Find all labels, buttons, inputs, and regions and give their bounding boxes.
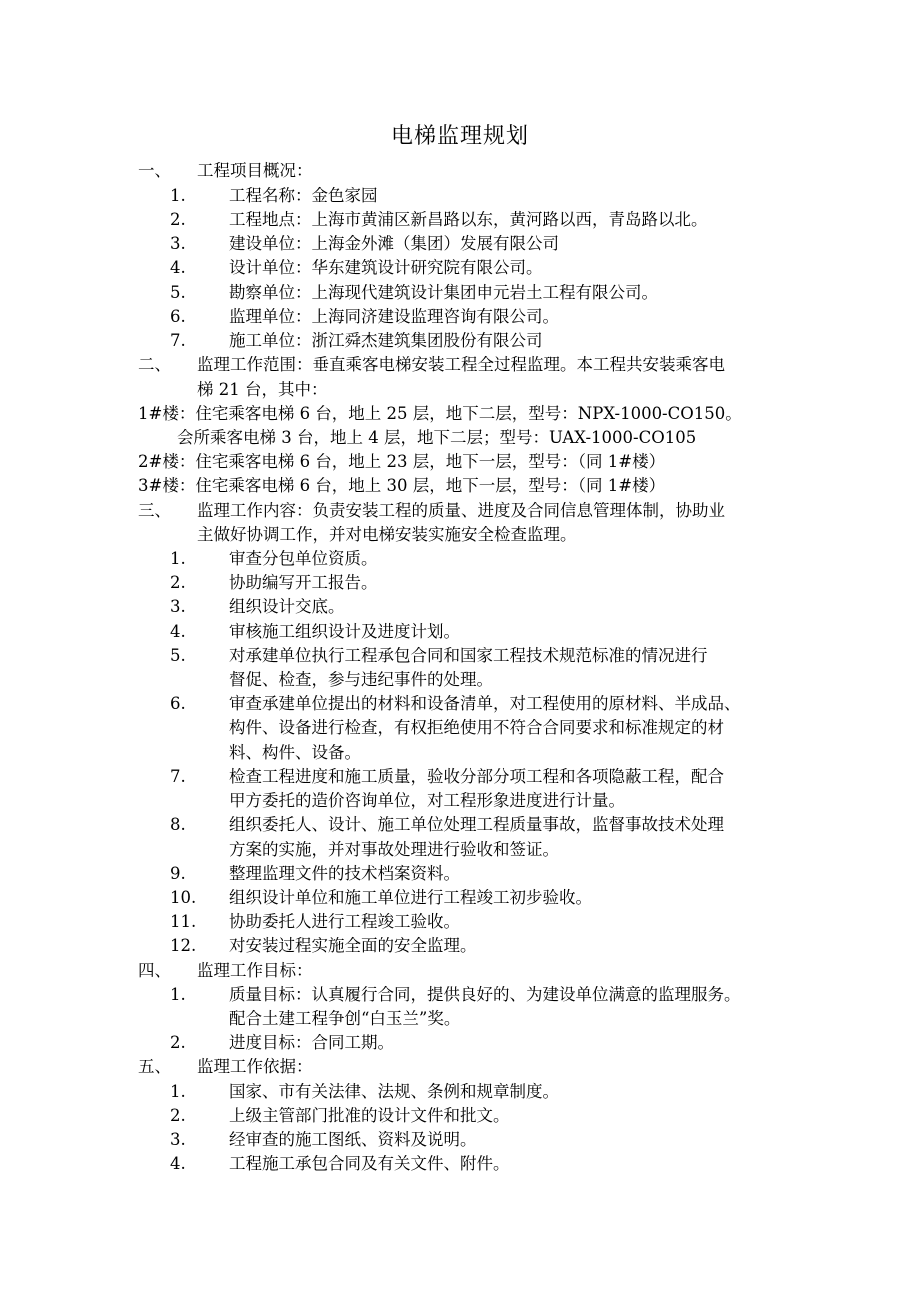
s3-item-6-number: 6. [170,694,186,713]
s3-item-12-text: 对安装过程实施全面的安全监理。 [229,936,477,955]
s5-item-4-text: 工程施工承包合同及有关文件、附件。 [229,1154,510,1173]
section-2-number: 二、 [138,355,171,374]
s3-item-5-text-line-1: 对承建单位执行工程承包合同和国家工程技术规范标准的情况进行 [229,646,708,665]
s4-item-1-text-line-1: 质量目标：认真履行合同，提供良好的、为建设单位满意的监理服务。 [229,985,741,1004]
s1-item-3-number: 3. [170,234,186,253]
s1-item-4-text: 设计单位：华东建筑设计研究院有限公司。 [229,258,543,277]
section-1-number: 一、 [138,161,171,180]
s4-item-2-number: 2. [170,1033,186,1052]
s3-item-7-text-line-1: 检查工程进度和施工质量，验收分部分项工程和各项隐蔽工程，配合 [229,767,724,786]
s4-item-2-text: 进度目标：合同工期。 [229,1033,394,1052]
s1-item-2-number: 2. [170,210,186,229]
section-4-number: 四、 [138,961,171,980]
s3-item-10-number: 10. [170,888,197,907]
s1-item-7-number: 7. [170,331,186,350]
s3-item-4-number: 4. [170,622,186,641]
s1-item-6-text: 监理单位：上海同济建设监理咨询有限公司。 [229,307,559,326]
s3-item-3-text: 组织设计交底。 [229,597,345,616]
section-1-heading: 工程项目概况： [197,161,313,180]
s1-item-3-text: 建设单位：上海金外滩（集团）发展有限公司 [229,234,559,253]
s1-item-2-text: 工程地点：上海市黄浦区新昌路以东，黄河路以西，青岛路以北。 [229,210,708,229]
section-2-line-1: 监理工作范围：垂直乘客电梯安装工程全过程监理。本工程共安装乘客电 [197,355,725,374]
s3-item-8-text-line-1: 组织委托人、设计、施工单位处理工程质量事故，监督事故技术处理 [229,815,724,834]
s3-item-5-number: 5. [170,646,186,665]
s3-item-6-text-line-2: 构件、设备进行检查，有权拒绝使用不符合合同要求和标准规定的材 [229,718,724,737]
s3-item-5-text-line-2: 督促、检查，参与违纪事件的处理。 [229,670,493,689]
s3-item-10-text: 组织设计单位和施工单位进行工程竣工初步验收。 [229,888,592,907]
s5-item-3-text: 经审查的施工图纸、资料及说明。 [229,1130,477,1149]
s1-item-7-text: 施工单位：浙江舜杰建筑集团股份有限公司 [229,331,543,350]
s5-item-2-text: 上级主管部门批准的设计文件和批文。 [229,1106,510,1125]
s5-item-2-number: 2. [170,1106,186,1125]
section-2-line-2: 梯 21 台，其中： [197,380,328,399]
clubhouse-line: 会所乘客电梯 3 台，地上 4 层，地下二层；型号：UAX-1000-CO105 [177,428,697,447]
s3-item-8-number: 8. [170,815,186,834]
s1-item-5-number: 5. [170,283,186,302]
s3-item-11-number: 11. [170,912,197,931]
section-3-line-2: 主做好协调工作，并对电梯安装实施安全检查监理。 [197,525,577,544]
s3-item-9-number: 9. [170,864,186,883]
s5-item-1-text: 国家、市有关法律、法规、条例和规章制度。 [229,1082,559,1101]
s3-item-8-text-line-2: 方案的实施，并对事故处理进行验收和签证。 [229,840,559,859]
s5-item-3-number: 3. [170,1130,186,1149]
s1-item-1-text: 工程名称：金色家园 [229,186,378,205]
s1-item-5-text: 勘察单位：上海现代建筑设计集团申元岩土工程有限公司。 [229,283,658,302]
s1-item-1-number: 1. [170,186,186,205]
section-3-line-1: 监理工作内容：负责安装工程的质量、进度及合同信息管理体制，协助业 [197,501,725,520]
s3-item-1-number: 1. [170,549,186,568]
s4-item-1-number: 1. [170,985,186,1004]
s3-item-11-text: 协助委托人进行工程竣工验收。 [229,912,460,931]
section-5-number: 五、 [138,1057,171,1076]
s5-item-4-number: 4. [170,1154,186,1173]
s3-item-2-number: 2. [170,573,186,592]
s1-item-4-number: 4. [170,258,186,277]
s3-item-7-number: 7. [170,767,186,786]
s3-item-12-number: 12. [170,936,197,955]
s5-item-1-number: 1. [170,1082,186,1101]
s1-item-6-number: 6. [170,307,186,326]
document-title: 电梯监理规划 [390,124,529,149]
s3-item-4-text: 审核施工组织设计及进度计划。 [229,622,460,641]
building-3-line: 3#楼：住宅乘客电梯 6 台，地上 30 层，地下一层，型号：（同 1#楼） [138,476,666,495]
section-3-number: 三、 [138,501,171,520]
s3-item-9-text: 整理监理文件的技术档案资料。 [229,864,460,883]
s3-item-6-text-line-3: 料、构件、设备。 [229,743,361,762]
s3-item-3-number: 3. [170,597,186,616]
building-1-line: 1#楼：住宅乘客电梯 6 台，地上 25 层，地下二层，型号：NPX-1000-CO150。 [138,404,742,423]
section-5-heading: 监理工作依据： [197,1057,313,1076]
s3-item-2-text: 协助编写开工报告。 [229,573,378,592]
building-2-line: 2#楼：住宅乘客电梯 6 台，地上 23 层，地下一层，型号：（同 1#楼） [138,452,666,471]
section-4-heading: 监理工作目标： [197,961,313,980]
s3-item-1-text: 审查分包单位资质。 [229,549,378,568]
s3-item-7-text-line-2: 甲方委托的造价咨询单位，对工程形象进度进行计量。 [229,791,625,810]
s3-item-6-text-line-1: 审查承建单位提出的材料和设备清单，对工程使用的原材料、半成品、 [229,694,741,713]
s4-item-1-text-line-2: 配合土建工程争创“白玉兰”奖。 [229,1009,461,1028]
